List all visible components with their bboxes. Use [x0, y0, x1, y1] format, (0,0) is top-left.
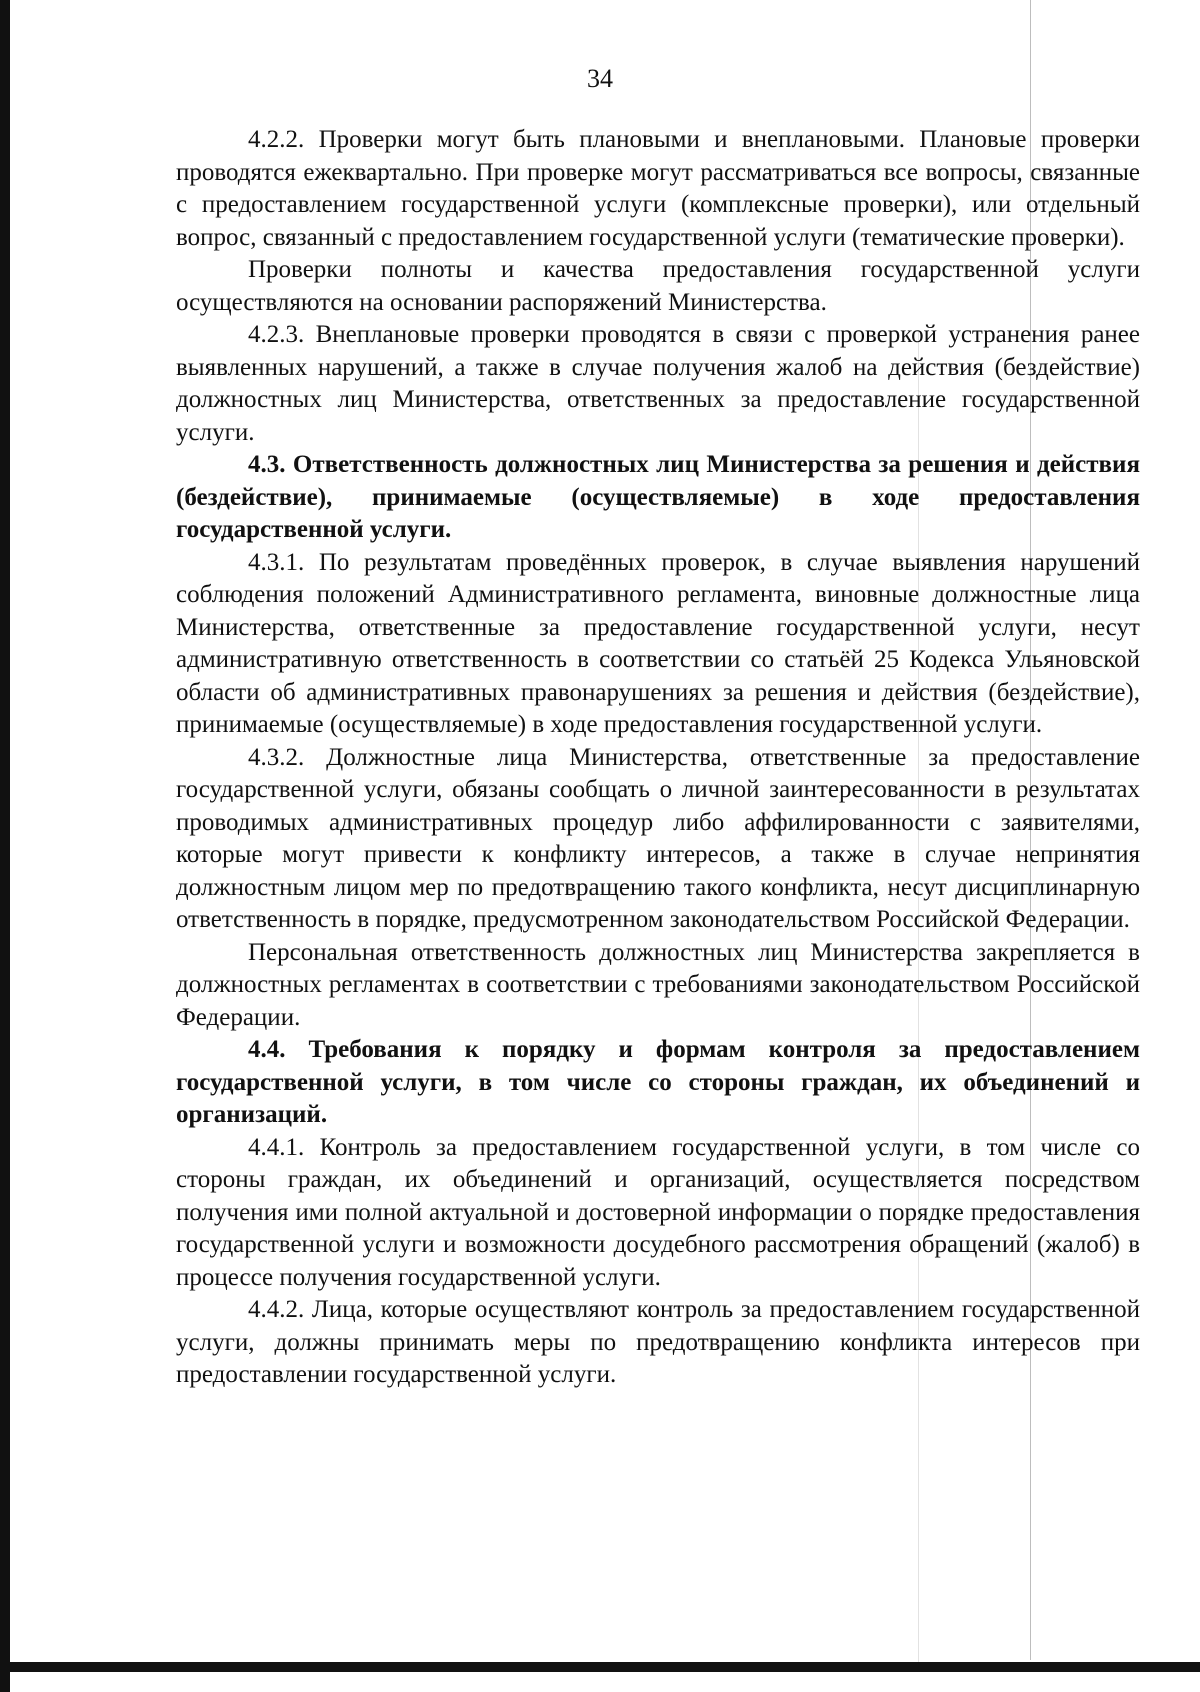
- paragraph-4-4-2: 4.4.2. Лица, которые осуществляют контроль за предоставлением государственной услуги, должны принимать меры по предотвращению конфликта интересов при предоставлении государственной услуги.: [176, 1296, 1140, 1388]
- document-body: [176, 124, 1140, 1392]
- section-heading-4-3: 4.3. Ответственность должностных лиц Министерства за решения и действия (бездействие), принимаемые (осуществляемые) в ходе предоставления государственной услуги.: [176, 451, 1140, 543]
- paragraph-4-2-3: 4.2.3. Внеплановые проверки проводятся в связи с проверкой устранения ранее выявленных нарушений, а также в случае получения жалоб на действия (бездействие) должностных лиц Министерства, ответственных за предоставление государственной услуги.: [176, 321, 1140, 446]
- page-number: 34: [587, 64, 613, 93]
- paragraph-4-3-1: 4.3.1. По результатам проведённых проверок, в случае выявления нарушений соблюдения положений Административного регламента, виновные должностные лица Министерства, ответственные за предоставление государственной услуги, несут административную ответственность в соответствии со статьёй 25 Кодекса Ульяновской области об административных правонарушениях за решения и действия (бездействие), принимаемые (осуществляемые) в ходе предоставления государственной услуги.: [176, 548, 1140, 738]
- paragraph-4-2-2: 4.2.2. Проверки могут быть плановыми и внеплановыми. Плановые проверки проводятся ежеквартально. При проверке могут рассматриваться все вопросы, связанные с предоставлением государственной услуги (комплексные проверки), или отдельный вопрос, связанный с предоставлением государственной услуги (тематические проверки).: [176, 126, 1140, 251]
- paragraph-4-3-2: 4.3.2. Должностные лица Министерства, ответственные за предоставление государственной услуги, обязаны сообщать о личной заинтересованности в результатах проводимых административных процедур либо аффилированности с заявителями, которые могут привести к конфликту интересов, а также в случае непринятия должностным лицом мер по предотвращению такого конфликта, несут дисциплинарную ответственность в порядке, предусмотренном законодательством Российской Федерации.: [176, 743, 1140, 933]
- paragraph-inspection-grounds: Проверки полноты и качества предоставления государственной услуги осуществляются на основании распоряжений Министерства.: [176, 256, 1140, 316]
- scan-edge-bottom: [0, 1662, 1200, 1672]
- paragraph-4-4-1: 4.4.1. Контроль за предоставлением государственной услуги, в том числе со стороны граждан, их объединений и организаций, осуществляется посредством получения ими полной актуальной и достоверной информации о порядке предоставления государственной услуги и возможности досудебного рассмотрения обращений (жалоб) в процессе получения государственной услуги.: [176, 1133, 1140, 1291]
- scan-edge-left: [0, 0, 10, 1692]
- section-heading-4-4: 4.4. Требования к порядку и формам контроля за предоставлением государственной услуги, в том числе со стороны граждан, их объединений и организаций.: [176, 1036, 1140, 1128]
- paragraph-personal-responsibility: Персональная ответственность должностных лиц Министерства закрепляется в должностных регламентах в соответствии с требованиями законодательством Российской Федерации.: [176, 938, 1140, 1031]
